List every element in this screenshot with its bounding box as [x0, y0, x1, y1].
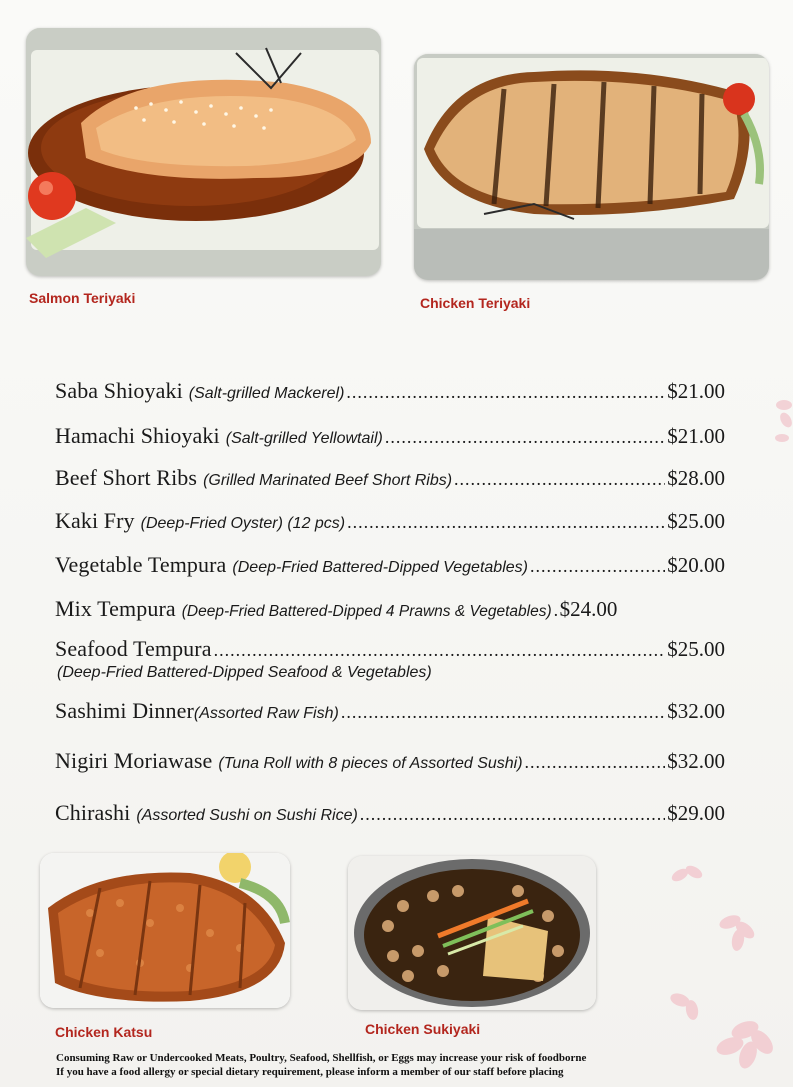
dot-leader — [554, 600, 558, 621]
photo-caption: Salmon Teriyaki — [29, 290, 136, 306]
item-description: (Grilled Marinated Beef Short Ribs) — [203, 472, 453, 489]
photo-caption: Chicken Katsu — [55, 1024, 153, 1040]
item-description: (Tuna Roll with 8 pieces of Assorted Sushi) — [218, 755, 523, 772]
menu-item — [55, 378, 725, 404]
photo-caption: Chicken Teriyaki — [420, 295, 531, 311]
item-name: Saba Shioyaki — [55, 378, 183, 403]
chicken-katsu-photo — [40, 853, 290, 1008]
item-name: Hamachi Shioyaki — [55, 423, 220, 448]
allergy-disclaimer — [56, 1051, 676, 1079]
item-price: $32.00 — [667, 749, 725, 773]
chicken-teriyaki-photo — [414, 54, 769, 280]
item-price: $28.00 — [667, 466, 725, 490]
item-description: (Deep-Fried Oyster) (12 pcs) — [140, 515, 346, 532]
dot-leader — [454, 469, 665, 490]
dot-leader — [525, 752, 666, 773]
menu-item — [55, 508, 725, 534]
photo-caption: Chicken Sukiyaki — [365, 1021, 481, 1037]
item-description: (Deep-Fried Battered-Dipped 4 Prawns & Vegetables) — [181, 603, 552, 620]
chicken-sukiyaki-photo — [348, 856, 596, 1010]
item-price: $21.00 — [667, 379, 725, 403]
item-price: $25.00 — [667, 637, 725, 661]
item-price: $20.00 — [667, 553, 725, 577]
menu-item — [55, 748, 725, 774]
dot-leader — [214, 640, 666, 661]
item-name: Mix Tempura — [55, 596, 176, 621]
item-price: $21.00 — [667, 424, 725, 448]
menu-item — [55, 465, 725, 491]
menu-item — [55, 552, 725, 578]
disclaimer-line: Consuming Raw or Undercooked Meats, Poultry, Seafood, Shellfish, or Eggs may increase your risk of foodborne — [56, 1052, 587, 1064]
item-name: Vegetable Tempura — [55, 552, 227, 577]
item-price: $25.00 — [667, 509, 725, 533]
dot-leader — [385, 427, 665, 448]
menu-item — [55, 636, 725, 682]
item-name: Chirashi — [55, 800, 131, 825]
item-description: (Salt-grilled Yellowtail) — [225, 430, 383, 447]
item-description: (Salt-grilled Mackerel) — [188, 385, 345, 402]
item-name: Sashimi Dinner — [55, 698, 194, 723]
item-description: (Assorted Sushi on Sushi Rice) — [136, 807, 358, 824]
item-description: (Assorted Raw Fish) — [193, 705, 339, 722]
salmon-teriyaki-photo — [26, 28, 381, 276]
item-name: Kaki Fry — [55, 508, 135, 533]
dot-leader — [530, 556, 665, 577]
item-name: Seafood Tempura — [55, 636, 212, 661]
disclaimer-line: If you have a food allergy or special dietary requirement, please inform a member of our staff before placing — [56, 1066, 564, 1078]
menu-item — [55, 698, 725, 724]
dot-leader — [346, 382, 665, 403]
item-price: $24.00 — [559, 597, 618, 621]
item-price: $29.00 — [667, 801, 725, 825]
dot-leader — [347, 512, 665, 533]
item-price: $32.00 — [667, 699, 725, 723]
menu-item — [55, 800, 725, 826]
item-name: Beef Short Ribs — [55, 465, 198, 490]
menu-item — [55, 596, 725, 622]
dot-leader — [341, 702, 665, 723]
menu-item — [55, 423, 725, 449]
item-name: Nigiri Moriawase — [55, 748, 213, 773]
cherry-blossom-icon — [770, 390, 793, 460]
dot-leader — [360, 804, 665, 825]
item-description: (Deep-Fried Battered-Dipped Vegetables) — [232, 559, 528, 576]
item-description: (Deep-Fried Battered-Dipped Seafood & Vegetables) — [57, 664, 432, 681]
cherry-blossom-icon — [650, 860, 790, 1080]
